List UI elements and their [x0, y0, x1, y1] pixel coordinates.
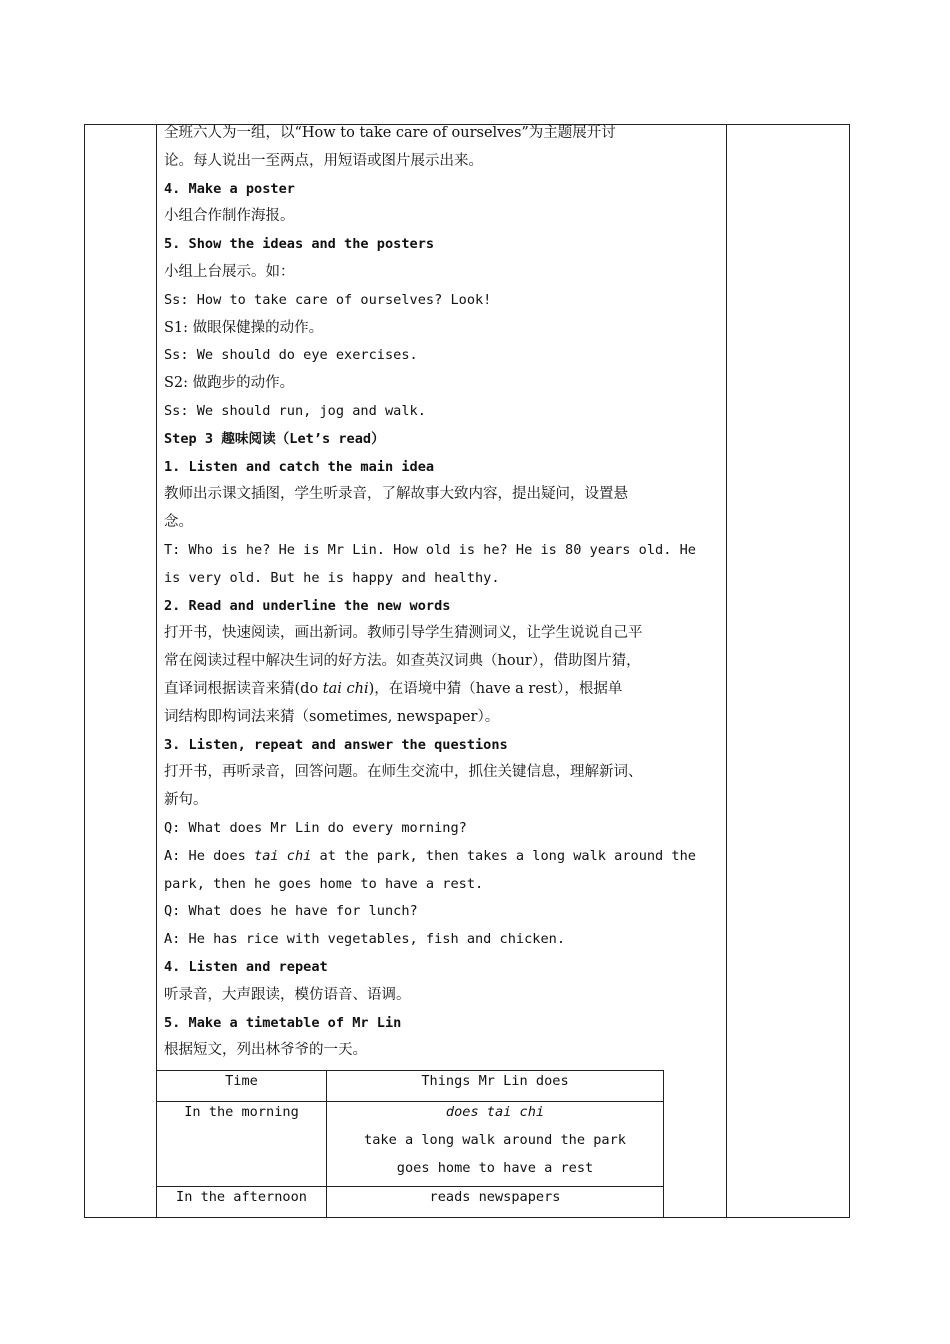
text-line: 全班六人为一组，以“How to take care of ourselves”为主题展开讨 — [164, 125, 616, 141]
section-heading: 4. Make a poster — [164, 180, 295, 197]
things-cell — [327, 1102, 664, 1187]
activity-item: goes home to have a rest — [396, 1160, 594, 1176]
time-cell: In the morning — [157, 1102, 327, 1187]
dialogue-line: S1: 做眼保健操的动作。 — [164, 319, 324, 336]
text-line: 词结构即构词法来猜（sometimes, newspaper）。 — [164, 708, 500, 725]
dialogue-line: Ss: How to take care of ourselves? Look! — [164, 291, 492, 308]
step-heading: Step 3 趣味阅读（Let’s read） — [164, 430, 385, 447]
activity-item: reads newspapers — [429, 1189, 561, 1205]
section-heading: 5. Show the ideas and the posters — [164, 236, 435, 253]
activity-item: does tai chi — [445, 1104, 545, 1120]
text-line: 根据短文，列出林爷爷的一天。 — [164, 1042, 367, 1059]
section-heading: 1. Listen and catch the main idea — [164, 458, 435, 475]
text-line: 小组合作制作海报。 — [164, 208, 295, 225]
column-divider — [156, 124, 157, 1218]
dialogue-line: Q: What does Mr Lin do every morning? — [164, 819, 467, 836]
text-line: 直译词根据读音来猜(do tai chi)，在语境中猜（have a rest），根据单 — [164, 680, 623, 697]
section-heading: 4. Listen and repeat — [164, 958, 328, 975]
dialogue-line: Ss: We should run, jog and walk. — [164, 402, 426, 419]
text-line: 教师出示课文插图，学生听录音，了解故事大致内容，提出疑问，设置悬 — [164, 486, 628, 503]
text-line: 听录音，大声跟读，模仿语音、语调。 — [164, 986, 411, 1003]
section-heading: 5. Make a timetable of Mr Lin — [164, 1014, 402, 1031]
dialogue-line: A: He has rice with vegetables, fish and chicken. — [164, 931, 566, 948]
text-line: 打开书，再听录音，回答问题。在师生交流中，抓住关键信息，理解新词、 — [164, 764, 643, 781]
timetable — [156, 1070, 664, 1218]
dialogue-line: Q: What does he have for lunch? — [164, 903, 418, 920]
italic-term: tai chi — [322, 680, 369, 697]
dialogue-line: A: He does tai chi at the park, then takes a long walk around the — [164, 847, 696, 864]
time-cell: In the afternoon — [157, 1187, 327, 1218]
section-heading: 2. Read and underline the new words — [164, 597, 451, 614]
text-line: 常在阅读过程中解决生词的好方法。如查英汉词典（hour），借助图片猜， — [164, 653, 641, 670]
things-cell — [327, 1187, 664, 1218]
activity-item: take a long walk around the park — [364, 1132, 626, 1148]
timetable-header: Time — [157, 1071, 327, 1102]
table-row — [157, 1187, 664, 1218]
text-line: 新句。 — [164, 792, 208, 809]
dialogue-line: T: Who is he? He is Mr Lin. How old is he? He is 80 years old. He — [164, 541, 696, 558]
italic-term: tai chi — [254, 847, 312, 864]
timetable-header: Things Mr Lin does — [327, 1071, 664, 1102]
dialogue-line: Ss: We should do eye exercises. — [164, 347, 418, 364]
text-line: 论。每人说出一至两点，用短语或图片展示出来。 — [164, 152, 483, 169]
text-line: 念。 — [164, 514, 193, 531]
column-divider — [726, 124, 727, 1218]
lesson-content — [164, 120, 720, 1065]
dialogue-line: is very old. But he is happy and healthy. — [164, 569, 500, 586]
timetable-header-row — [157, 1071, 664, 1102]
table-row — [157, 1102, 664, 1187]
text-line: 小组上台展示。如： — [164, 263, 295, 280]
dialogue-line: park, then he goes home to have a rest. — [164, 875, 484, 892]
text-line: 打开书，快速阅读，画出新词。教师引导学生猜测词义，让学生说说自己平 — [164, 625, 643, 642]
dialogue-line: S2: 做跑步的动作。 — [164, 375, 295, 392]
section-heading: 3. Listen, repeat and answer the questions — [164, 736, 508, 753]
